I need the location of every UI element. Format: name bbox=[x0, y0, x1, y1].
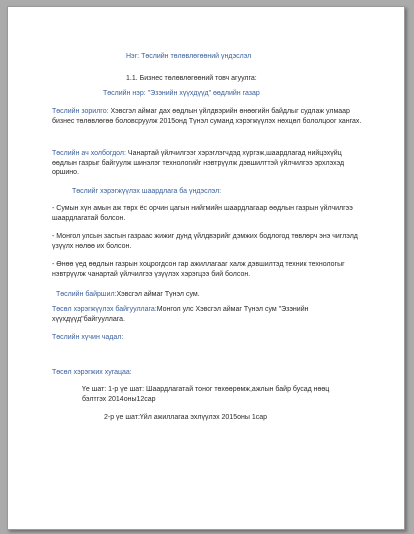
purpose-label: Төслийн зорилго: bbox=[52, 108, 109, 115]
location-label: Төслийн байршил: bbox=[56, 291, 117, 298]
relevance-paragraph bbox=[52, 149, 367, 178]
document-subheading: 1.1. Бизнес төлөвлөгөөний товч агуулга: bbox=[126, 75, 257, 82]
implementer-label: Төсөл хэрэгжүүлэх байгууллага: bbox=[52, 306, 157, 313]
purpose-text: Хэвсгэл аймаг дах өөдлын үйлдвэрийн өнөөгийн байдлыг судлаж улмаар бизнес төлөвлөгөө боловсруулж 2015онд Түнэл суманд хэрэгжүүлэх нөхцөл бололцоог хангах. bbox=[52, 108, 362, 125]
implementer-paragraph bbox=[52, 305, 367, 324]
project-name: Төслийн нэр: "Эзэнийн хүүхдүүд" өөдлийн газар bbox=[103, 90, 260, 97]
bullet-item: - Сумын хүн амын аж төрх ёс орчин цагын нийгмийн шаардлагаар өөдлын газрын үйлчилгээ шаардлагатай болсон. bbox=[52, 205, 353, 222]
timeline-label: Төсөл хэрэгжих хугацаа: bbox=[52, 369, 132, 376]
funding-label: Төслийн хүчин чадал: bbox=[52, 334, 124, 341]
phase-1-line: Үе шат: 1-р үе шат: Шаардлагатай тоног төхөөрөмж,ажлын байр бусад нөөц бэлтгэх 2014оны12сар bbox=[82, 386, 330, 403]
need-heading: Төслийг хэрэгжүүлэх шаардлага ба үндэслэл: bbox=[72, 188, 222, 195]
bullet-item: - Монгол улсын засгын газраас жижиг дунд үйлдвэрийг дэмжих бодлогод төвлөрч энэ чиглэлд үзүүлх нөлөө их болсон. bbox=[52, 233, 358, 250]
purpose-paragraph bbox=[52, 107, 367, 126]
relevance-label: Төслийн ач холбогдол: bbox=[52, 150, 126, 157]
bullet-item: - Өнөө үед өөдлын газрын хоцрогдсон гар ажиллагааг халж дэвшилтэд техник технологыг нэвтрүүлж чанартай үйлчилгээ үзүүлэх хэрэгцээ бий болсон. bbox=[52, 261, 345, 278]
document-heading: Нэг: Төслийн төлөвлөгөөний үндэслэл bbox=[126, 53, 252, 60]
document-page bbox=[7, 6, 405, 530]
phase-2-line: 2-р үе шат:Үйл ажиллагаа эхлүүлэх 2015оны 1сар bbox=[104, 414, 268, 421]
location-line bbox=[56, 290, 200, 300]
relevance-text: Чанартай үйлчилгээг хэрэглэгчдэд хүргэж,шаардлагад нийцэхүйц өөдлын газрыг байгуулж шинэлэг технологийг нэвтрүүлж дэвшилттэй үйлчилгээ эрхлэхэд оршино. bbox=[52, 150, 345, 177]
implementer-text: Монгол улс Хэвсгэл аймаг Түнэл сум "Эзэнийн хүүхдүүд"байгууллага. bbox=[52, 306, 309, 323]
location-text: Хэвсгэл аймаг Түнэл сум. bbox=[116, 291, 200, 298]
